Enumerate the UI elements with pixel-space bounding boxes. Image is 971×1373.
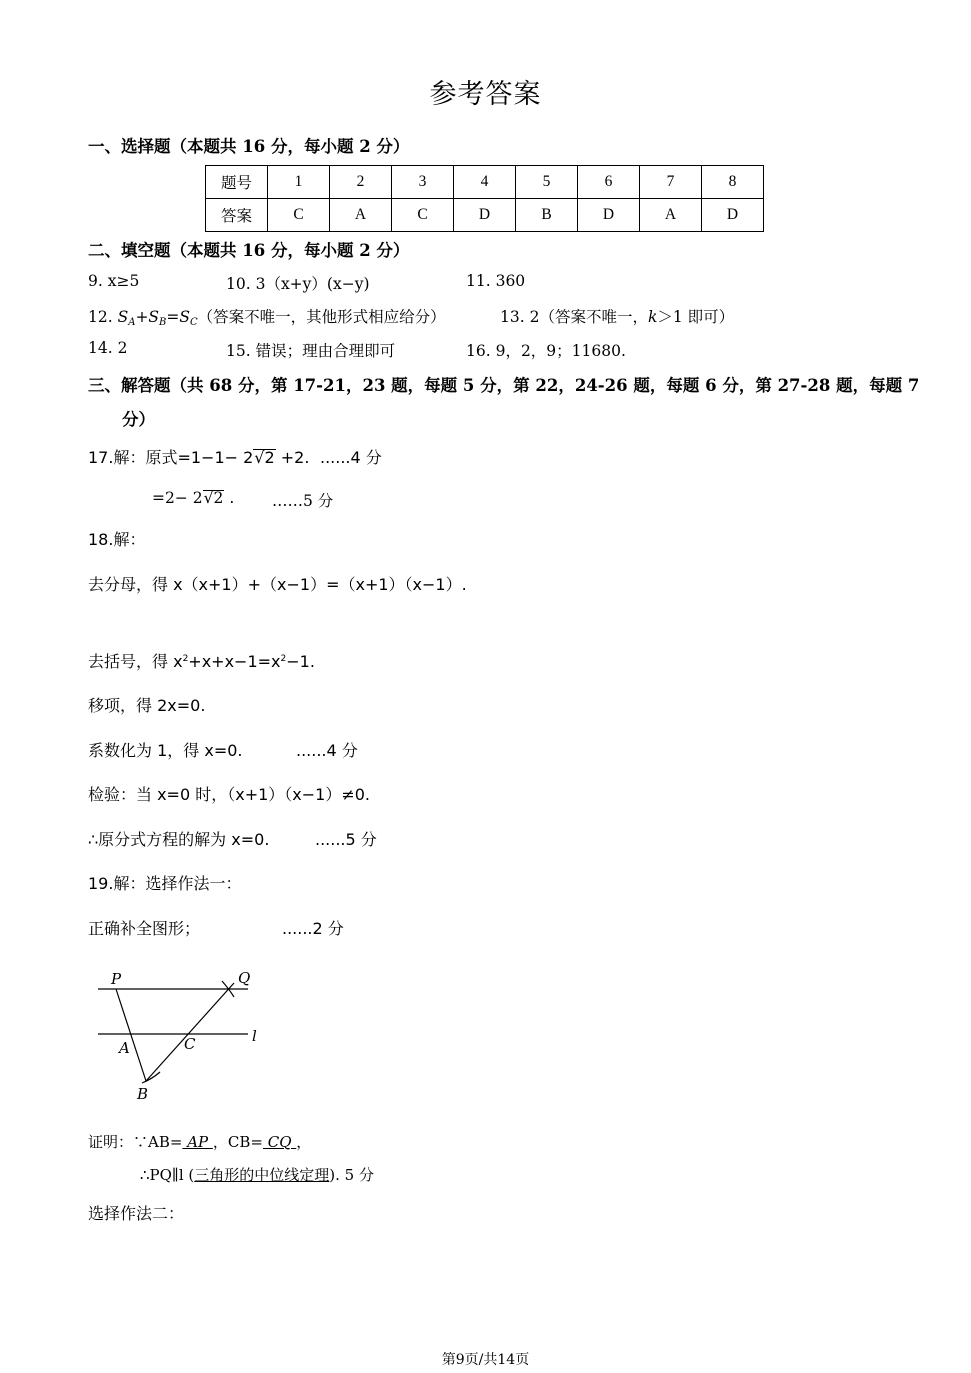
- table-row-answers: [206, 199, 764, 232]
- table-cell: 2: [330, 166, 392, 199]
- answer-q13: 13. 2（答案不唯一，k＞1 即可）: [500, 308, 735, 326]
- q18-step6: ∴原分式方程的解为 x=0.: [88, 830, 270, 849]
- table-cell: D: [578, 199, 640, 232]
- sqrt-symbol: √2: [203, 489, 224, 507]
- table-cell: 8: [702, 166, 764, 199]
- table-cell: C: [392, 199, 454, 232]
- answer-q11: 11. 360: [466, 272, 526, 290]
- table-cell: A: [640, 199, 702, 232]
- q18-score4: ......4 分: [296, 741, 358, 760]
- q19-score1: ......2 分: [282, 919, 344, 938]
- answer-table: [205, 165, 764, 232]
- answer-q15: 15. 错误；理由合理即可: [226, 342, 396, 360]
- segment-bq: [146, 983, 234, 1081]
- page-footer: 第9页/共14页: [441, 1352, 530, 1368]
- table-cell: A: [330, 199, 392, 232]
- q18-heading: 18.解：: [88, 530, 146, 549]
- q19-step1: 正确补全图形；: [88, 919, 201, 938]
- q17-score1: ......4 分: [320, 448, 382, 467]
- table-row-numbers: [206, 166, 764, 199]
- answer-q12: 12. $S_A+S_B=S_C$（答案不唯一，其他形式相应给分）: [88, 308, 446, 328]
- answer-q14: 14. 2: [88, 339, 128, 357]
- label-c: C: [184, 1035, 196, 1053]
- geometry-figure: [88, 965, 288, 1105]
- q19-heading: 19.解：选择作法一：: [88, 874, 242, 893]
- table-cell: 5: [516, 166, 578, 199]
- answer-q16: 16. 9，2，9；11680.: [466, 342, 626, 360]
- q19-conclusion: ∴PQ∥l (三角形的中位线定理). 5 分: [140, 1166, 374, 1184]
- section-3-heading: 三、解答题（共 68 分，第 17-21，23 题，每题 5 分，第 22，24-26 题，每题 6 分，第 27-28 题，每题 7: [88, 376, 920, 395]
- q19-method2: 选择作法二：: [88, 1204, 185, 1223]
- table-cell: 6: [578, 166, 640, 199]
- label-b: B: [137, 1085, 149, 1103]
- q17-line2: =2− 2√2 .: [152, 489, 235, 507]
- q19-proof: 证明：∵AB= AP ，CB= CQ ，: [88, 1133, 312, 1151]
- label-a: A: [119, 1039, 130, 1057]
- label-p: P: [111, 970, 122, 988]
- q18-step5: 检验：当 x=0 时，（x+1）（x−1）≠0.: [88, 785, 371, 804]
- table-cell: 答案: [206, 199, 268, 232]
- page-title: 参考答案: [429, 79, 542, 110]
- sqrt-symbol: √2: [254, 448, 275, 467]
- q17-line1: 17.解：原式=1−1− 2√2 +2.: [88, 448, 310, 467]
- label-q: Q: [238, 969, 251, 987]
- table-cell: 题号: [206, 166, 268, 199]
- section-2-heading: 二、填空题（本题共 16 分，每小题 2 分）: [88, 241, 410, 260]
- table-cell: D: [702, 199, 764, 232]
- table-cell: 1: [268, 166, 330, 199]
- section-1-heading: 一、选择题（本题共 16 分，每小题 2 分）: [88, 137, 410, 156]
- segment-pb: [116, 989, 146, 1081]
- section-3-heading-cont: 分）: [122, 410, 155, 429]
- q17-score2: ……5 分: [272, 492, 334, 510]
- answer-q9: 9. x≥5: [88, 272, 140, 290]
- table-cell: 3: [392, 166, 454, 199]
- q18-score6: ......5 分: [315, 830, 377, 849]
- table-cell: 4: [454, 166, 516, 199]
- table-cell: C: [268, 199, 330, 232]
- table-cell: D: [454, 199, 516, 232]
- table-cell: 7: [640, 166, 702, 199]
- q18-step4: 系数化为 1，得 x=0.: [88, 741, 243, 760]
- answer-q10: 10. 3（x+y）(x−y): [226, 275, 370, 293]
- table-cell: B: [516, 199, 578, 232]
- label-l: l: [252, 1027, 257, 1045]
- q18-step1: 去分母，得 x（x+1）+（x−1）=（x+1）（x−1）.: [88, 575, 467, 594]
- q18-step3: 移项，得 2x=0.: [88, 696, 206, 715]
- q18-step2: 去括号，得 $x^2+x+x-1=x^2-1$.: [88, 652, 315, 671]
